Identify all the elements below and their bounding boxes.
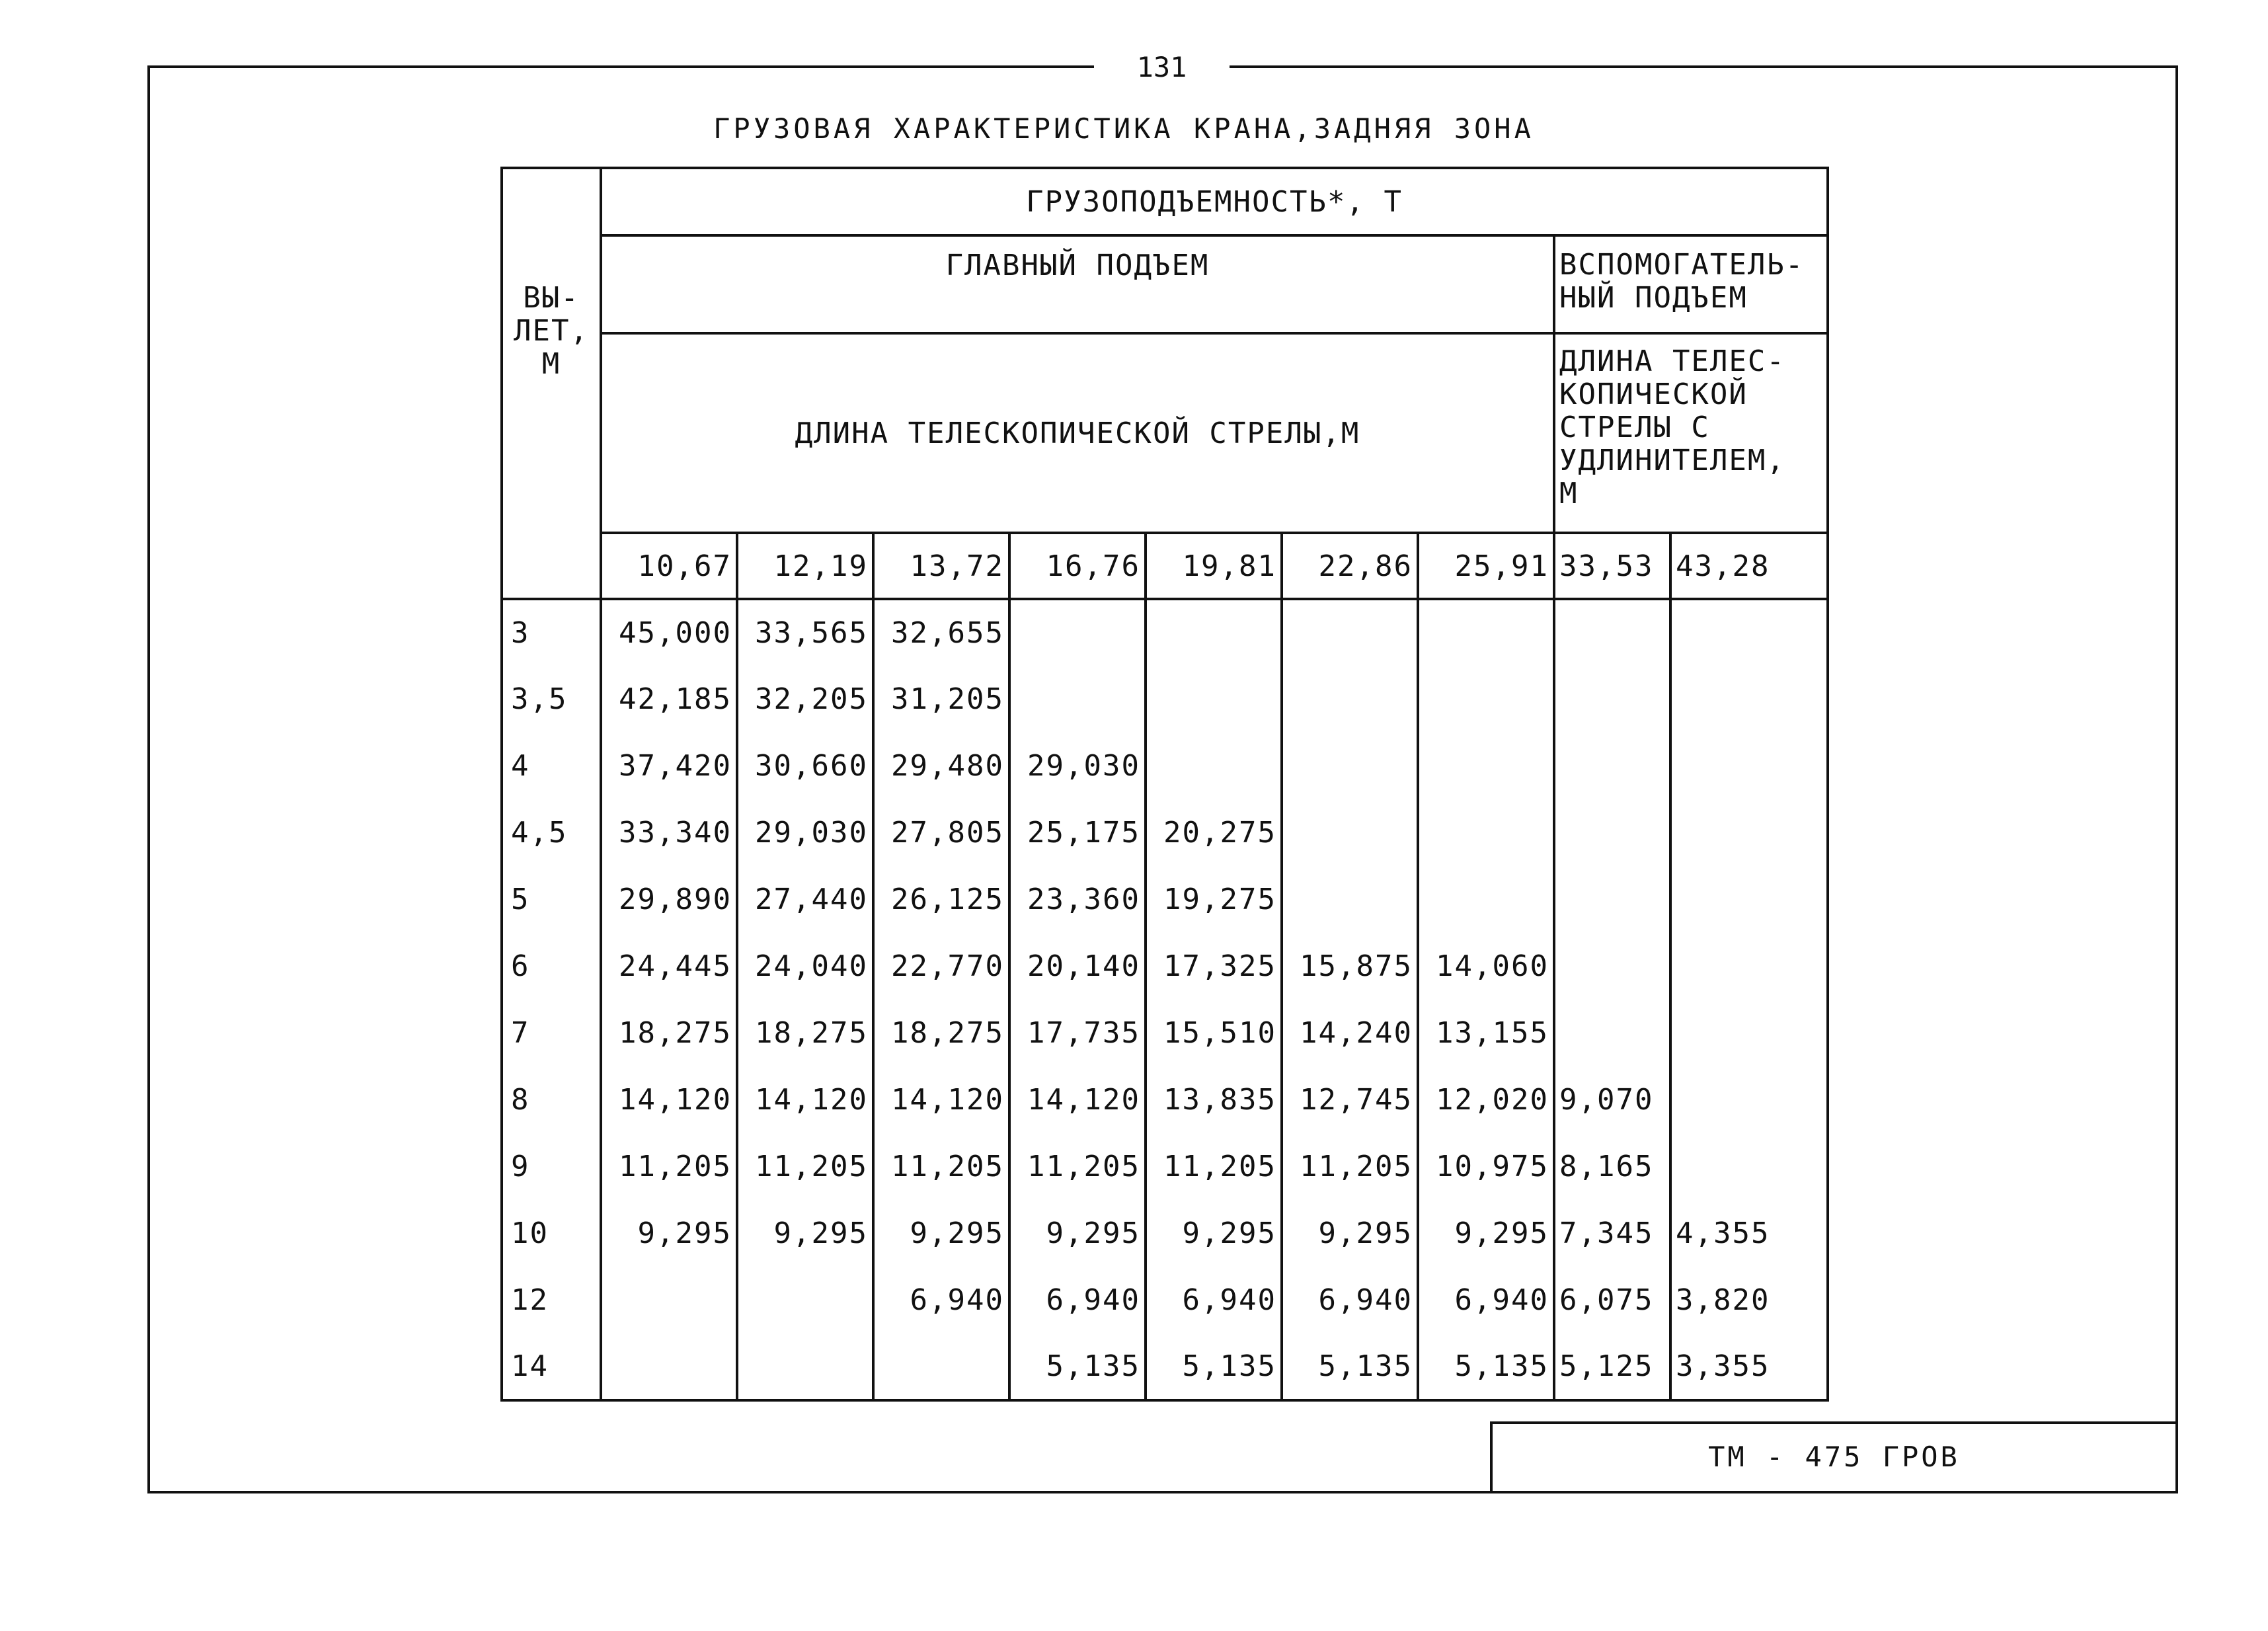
boom-length-col: 43,28 — [1670, 533, 1828, 599]
capacity-cell: 33,565 — [737, 599, 873, 666]
radius-cell: 3 — [502, 599, 601, 666]
main-hoist-header: ГЛАВНЫЙ ПОДЪЕМ — [601, 235, 1554, 333]
capacity-cell — [1146, 733, 1282, 799]
capacity-cell — [1554, 866, 1670, 933]
table-row — [502, 933, 1828, 1000]
capacity-cell: 11,205 — [737, 1133, 873, 1200]
capacity-cell — [1670, 666, 1828, 733]
capacity-cell: 12,020 — [1418, 1066, 1554, 1133]
capacity-cell: 11,205 — [1282, 1133, 1418, 1200]
capacity-cell: 20,275 — [1146, 799, 1282, 866]
radius-cell: 5 — [502, 866, 601, 933]
table-row — [502, 599, 1828, 666]
capacity-cell: 14,120 — [873, 1066, 1009, 1133]
table-row — [502, 1333, 1828, 1400]
table-row — [502, 866, 1828, 933]
table-row — [502, 733, 1828, 799]
radius-cell: 12 — [502, 1267, 601, 1333]
capacity-cell: 24,445 — [601, 933, 737, 1000]
boom-length-col: 19,81 — [1146, 533, 1282, 599]
capacity-cell — [1282, 799, 1418, 866]
boom-length-col: 16,76 — [1009, 533, 1146, 599]
capacity-cell: 5,135 — [1146, 1333, 1282, 1400]
capacity-cell: 11,205 — [601, 1133, 737, 1200]
capacity-cell — [1418, 599, 1554, 666]
capacity-cell: 22,770 — [873, 933, 1009, 1000]
radius-cell: 7 — [502, 1000, 601, 1066]
capacity-cell: 18,275 — [737, 1000, 873, 1066]
capacity-cell: 5,135 — [1009, 1333, 1146, 1400]
capacity-cell: 27,440 — [737, 866, 873, 933]
capacity-cell — [1554, 933, 1670, 1000]
capacity-cell: 32,655 — [873, 599, 1009, 666]
capacity-cell: 5,125 — [1554, 1333, 1670, 1400]
capacity-cell: 7,345 — [1554, 1200, 1670, 1267]
capacity-cell — [1418, 666, 1554, 733]
table-row — [502, 666, 1828, 733]
radius-cell: 6 — [502, 933, 601, 1000]
radius-cell: 4,5 — [502, 799, 601, 866]
capacity-cell — [1670, 799, 1828, 866]
capacity-cell: 5,135 — [1418, 1333, 1554, 1400]
capacity-cell: 4,355 — [1670, 1200, 1828, 1267]
title-block-stamp: ТМ - 475 ГРОВ — [1490, 1421, 2178, 1493]
capacity-cell: 6,940 — [1282, 1267, 1418, 1333]
capacity-cell: 6,075 — [1554, 1267, 1670, 1333]
capacity-cell — [1670, 1133, 1828, 1200]
capacity-cell: 23,360 — [1009, 866, 1146, 933]
capacity-cell — [1554, 666, 1670, 733]
capacity-cell: 9,295 — [601, 1200, 737, 1267]
capacity-cell — [1146, 666, 1282, 733]
radius-header: ВЫ- ЛЕТ, М — [502, 168, 601, 599]
capacity-cell: 29,030 — [1009, 733, 1146, 799]
capacity-cell: 42,185 — [601, 666, 737, 733]
capacity-cell: 13,155 — [1418, 1000, 1554, 1066]
load-capacity-table — [500, 167, 1829, 1402]
capacity-cell: 13,835 — [1146, 1066, 1282, 1133]
capacity-cell — [1670, 866, 1828, 933]
capacity-cell: 14,120 — [1009, 1066, 1146, 1133]
capacity-cell: 6,940 — [873, 1267, 1009, 1333]
capacity-cell: 18,275 — [601, 1000, 737, 1066]
capacity-cell — [1554, 1000, 1670, 1066]
radius-cell: 9 — [502, 1133, 601, 1200]
boom-length-header: ДЛИНА ТЕЛЕСКОПИЧЕСКОЙ СТРЕЛЫ,М — [601, 333, 1554, 533]
capacity-table-body — [502, 599, 1828, 1400]
capacity-cell — [1009, 599, 1146, 666]
radius-cell: 8 — [502, 1066, 601, 1133]
capacity-cell: 9,295 — [1009, 1200, 1146, 1267]
boom-length-col: 13,72 — [873, 533, 1009, 599]
capacity-cell: 14,120 — [601, 1066, 737, 1133]
capacity-cell: 24,040 — [737, 933, 873, 1000]
capacity-cell: 15,510 — [1146, 1000, 1282, 1066]
capacity-cell: 11,205 — [1009, 1133, 1146, 1200]
capacity-cell — [1282, 599, 1418, 666]
capacity-cell — [1554, 733, 1670, 799]
capacity-cell: 30,660 — [737, 733, 873, 799]
boom-length-col: 33,53 — [1554, 533, 1670, 599]
boom-length-col: 22,86 — [1282, 533, 1418, 599]
capacity-cell: 29,890 — [601, 866, 737, 933]
capacity-cell: 19,275 — [1146, 866, 1282, 933]
capacity-cell: 9,295 — [1146, 1200, 1282, 1267]
capacity-cell: 9,295 — [1282, 1200, 1418, 1267]
table-row — [502, 1200, 1828, 1267]
aux-hoist-header: ВСПОМОГАТЕЛЬ- НЫЙ ПОДЪЕМ — [1554, 235, 1828, 333]
capacity-cell: 17,325 — [1146, 933, 1282, 1000]
capacity-cell: 15,875 — [1282, 933, 1418, 1000]
capacity-cell: 9,295 — [1418, 1200, 1554, 1267]
capacity-cell: 14,120 — [737, 1066, 873, 1133]
capacity-cell: 33,340 — [601, 799, 737, 866]
capacity-cell — [1418, 799, 1554, 866]
capacity-cell: 9,070 — [1554, 1066, 1670, 1133]
capacity-cell: 5,135 — [1282, 1333, 1418, 1400]
capacity-cell: 26,125 — [873, 866, 1009, 933]
capacity-cell — [1282, 733, 1418, 799]
capacity-cell: 3,820 — [1670, 1267, 1828, 1333]
radius-cell: 3,5 — [502, 666, 601, 733]
capacity-cell: 14,060 — [1418, 933, 1554, 1000]
boom-length-col: 25,91 — [1418, 533, 1554, 599]
capacity-cell — [1009, 666, 1146, 733]
capacity-cell: 27,805 — [873, 799, 1009, 866]
capacity-cell: 9,295 — [737, 1200, 873, 1267]
capacity-cell — [1146, 599, 1282, 666]
capacity-cell: 3,355 — [1670, 1333, 1828, 1400]
capacity-cell — [1670, 733, 1828, 799]
table-row — [502, 1066, 1828, 1133]
capacity-cell — [737, 1333, 873, 1400]
capacity-cell: 14,240 — [1282, 1000, 1418, 1066]
capacity-cell — [601, 1267, 737, 1333]
capacity-cell: 11,205 — [873, 1133, 1009, 1200]
capacity-cell: 18,275 — [873, 1000, 1009, 1066]
capacity-cell — [1554, 799, 1670, 866]
capacity-cell: 17,735 — [1009, 1000, 1146, 1066]
capacity-cell: 29,480 — [873, 733, 1009, 799]
capacity-cell — [1670, 599, 1828, 666]
capacity-cell — [873, 1333, 1009, 1400]
capacity-cell: 9,295 — [873, 1200, 1009, 1267]
capacity-cell — [1282, 666, 1418, 733]
capacity-cell: 25,175 — [1009, 799, 1146, 866]
capacity-cell — [737, 1267, 873, 1333]
capacity-cell — [1418, 866, 1554, 933]
table-row — [502, 1133, 1828, 1200]
capacity-cell: 11,205 — [1146, 1133, 1282, 1200]
capacity-cell: 20,140 — [1009, 933, 1146, 1000]
capacity-cell — [601, 1333, 737, 1400]
radius-cell: 14 — [502, 1333, 601, 1400]
table-title: ГРУЗОВАЯ ХАРАКТЕРИСТИКА КРАНА,ЗАДНЯЯ ЗОНА — [713, 112, 1534, 145]
capacity-cell: 12,745 — [1282, 1066, 1418, 1133]
capacity-cell: 8,165 — [1554, 1133, 1670, 1200]
capacity-cell: 31,205 — [873, 666, 1009, 733]
boom-length-col: 12,19 — [737, 533, 873, 599]
capacity-cell: 6,940 — [1146, 1267, 1282, 1333]
capacity-cell — [1670, 933, 1828, 1000]
table-row — [502, 799, 1828, 866]
capacity-cell: 29,030 — [737, 799, 873, 866]
capacity-cell: 6,940 — [1009, 1267, 1146, 1333]
radius-cell: 10 — [502, 1200, 601, 1267]
capacity-cell: 37,420 — [601, 733, 737, 799]
capacity-cell: 45,000 — [601, 599, 737, 666]
capacity-cell — [1418, 733, 1554, 799]
table-row — [502, 1000, 1828, 1066]
table-row — [502, 1267, 1828, 1333]
capacity-cell: 32,205 — [737, 666, 873, 733]
capacity-cell — [1282, 866, 1418, 933]
aux-boom-length-header: ДЛИНА ТЕЛЕС- КОПИЧЕСКОЙ СТРЕЛЫ С УДЛИНИТЕЛЕМ, М — [1554, 333, 1828, 533]
boom-length-col: 10,67 — [601, 533, 737, 599]
capacity-cell — [1554, 599, 1670, 666]
capacity-cell: 10,975 — [1418, 1133, 1554, 1200]
page-number: 131 — [1094, 48, 1230, 87]
capacity-cell — [1670, 1066, 1828, 1133]
capacity-header: ГРУЗОПОДЪЕМНОСТЬ*, Т — [601, 168, 1828, 235]
capacity-cell — [1670, 1000, 1828, 1066]
radius-cell: 4 — [502, 733, 601, 799]
capacity-cell: 6,940 — [1418, 1267, 1554, 1333]
